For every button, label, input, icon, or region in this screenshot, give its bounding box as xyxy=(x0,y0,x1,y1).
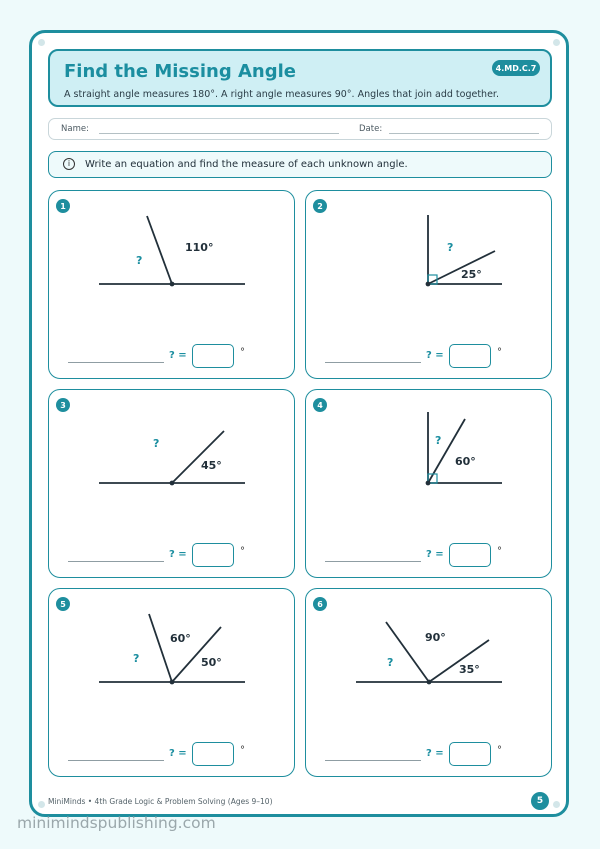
answer-box[interactable] xyxy=(449,344,491,368)
corner-dot xyxy=(38,801,45,808)
answer-prompt: ? = xyxy=(426,748,444,759)
unknown-angle-label: ? xyxy=(435,434,442,447)
worksheet-header xyxy=(48,49,552,107)
known-angle-label: 60° xyxy=(170,632,191,645)
problem-card-4 xyxy=(305,389,552,578)
known-angle-label: 110° xyxy=(185,241,214,254)
angle-ray xyxy=(386,622,429,682)
problem-card-2 xyxy=(305,190,552,379)
degree-symbol: ° xyxy=(240,347,245,358)
page-title: Find the Missing Angle xyxy=(64,61,296,82)
angle-diagram xyxy=(306,390,553,540)
angle-ray xyxy=(149,614,172,682)
answer-box[interactable] xyxy=(192,742,234,766)
problem-number-badge: 3 xyxy=(56,398,70,412)
student-fields-bar xyxy=(48,118,552,140)
problem-number-badge: 6 xyxy=(313,597,327,611)
problem-card-3 xyxy=(48,389,295,578)
angle-ray xyxy=(172,431,224,483)
answer-prompt: ? = xyxy=(426,549,444,560)
corner-dot xyxy=(553,801,560,808)
corner-dot xyxy=(38,39,45,46)
page-subtitle: A straight angle measures 180°. A right angle measures 90°. Angles that join add together. xyxy=(64,89,499,100)
equation-line[interactable] xyxy=(325,561,421,562)
equation-line[interactable] xyxy=(325,760,421,761)
degree-symbol: ° xyxy=(497,347,502,358)
problem-number-badge: 2 xyxy=(313,199,327,213)
known-angle-label: 45° xyxy=(201,459,222,472)
unknown-angle-label: ? xyxy=(133,652,140,665)
unknown-angle-label: ? xyxy=(387,656,394,669)
unknown-angle-label: ? xyxy=(153,437,160,450)
angle-diagram xyxy=(306,589,553,739)
equation-line[interactable] xyxy=(325,362,421,363)
problem-card-6 xyxy=(305,588,552,777)
problem-number-badge: 1 xyxy=(56,199,70,213)
watermark: minimindspublishing.com xyxy=(17,814,216,832)
answer-box[interactable] xyxy=(192,344,234,368)
equation-line[interactable] xyxy=(68,561,164,562)
degree-symbol: ° xyxy=(240,546,245,557)
date-field[interactable] xyxy=(389,133,539,134)
answer-prompt: ? = xyxy=(169,549,187,560)
vertex-point xyxy=(170,481,175,486)
angle-ray xyxy=(147,216,172,284)
answer-prompt: ? = xyxy=(426,350,444,361)
vertex-point xyxy=(170,282,175,287)
answer-box[interactable] xyxy=(449,543,491,567)
unknown-angle-label: ? xyxy=(447,241,454,254)
known-angle-label: 50° xyxy=(201,656,222,669)
equation-line[interactable] xyxy=(68,362,164,363)
name-label: Name: xyxy=(61,124,89,134)
degree-symbol: ° xyxy=(497,745,502,756)
equation-line[interactable] xyxy=(68,760,164,761)
problem-number-badge: 4 xyxy=(313,398,327,412)
corner-dot xyxy=(553,39,560,46)
info-icon: i xyxy=(63,158,75,170)
problem-card-5 xyxy=(48,588,295,777)
unknown-angle-label: ? xyxy=(136,254,143,267)
instruction-text: Write an equation and find the measure of each unknown angle. xyxy=(85,159,408,170)
answer-prompt: ? = xyxy=(169,350,187,361)
angle-ray xyxy=(428,419,465,483)
vertex-point xyxy=(426,481,431,486)
known-angle-label: 60° xyxy=(455,455,476,468)
standard-code-badge: 4.MD.C.7 xyxy=(492,60,540,76)
name-field[interactable] xyxy=(99,133,339,134)
vertex-point xyxy=(170,680,175,685)
degree-symbol: ° xyxy=(497,546,502,557)
problem-number-badge: 5 xyxy=(56,597,70,611)
known-angle-label: 90° xyxy=(425,631,446,644)
answer-box[interactable] xyxy=(449,742,491,766)
date-label: Date: xyxy=(359,124,383,134)
vertex-point xyxy=(427,680,432,685)
known-angle-label: 35° xyxy=(459,663,480,676)
degree-symbol: ° xyxy=(240,745,245,756)
angle-diagram xyxy=(49,390,296,540)
angle-diagram xyxy=(49,191,296,341)
angle-diagram xyxy=(306,191,553,341)
answer-prompt: ? = xyxy=(169,748,187,759)
page-number-badge: 5 xyxy=(531,792,549,810)
instruction-bar xyxy=(48,151,552,178)
angle-diagram xyxy=(49,589,296,739)
footer-text: MiniMinds • 4th Grade Logic & Problem Solving (Ages 9–10) xyxy=(48,797,273,806)
answer-box[interactable] xyxy=(192,543,234,567)
known-angle-label: 25° xyxy=(461,268,482,281)
vertex-point xyxy=(426,282,431,287)
problem-card-1 xyxy=(48,190,295,379)
